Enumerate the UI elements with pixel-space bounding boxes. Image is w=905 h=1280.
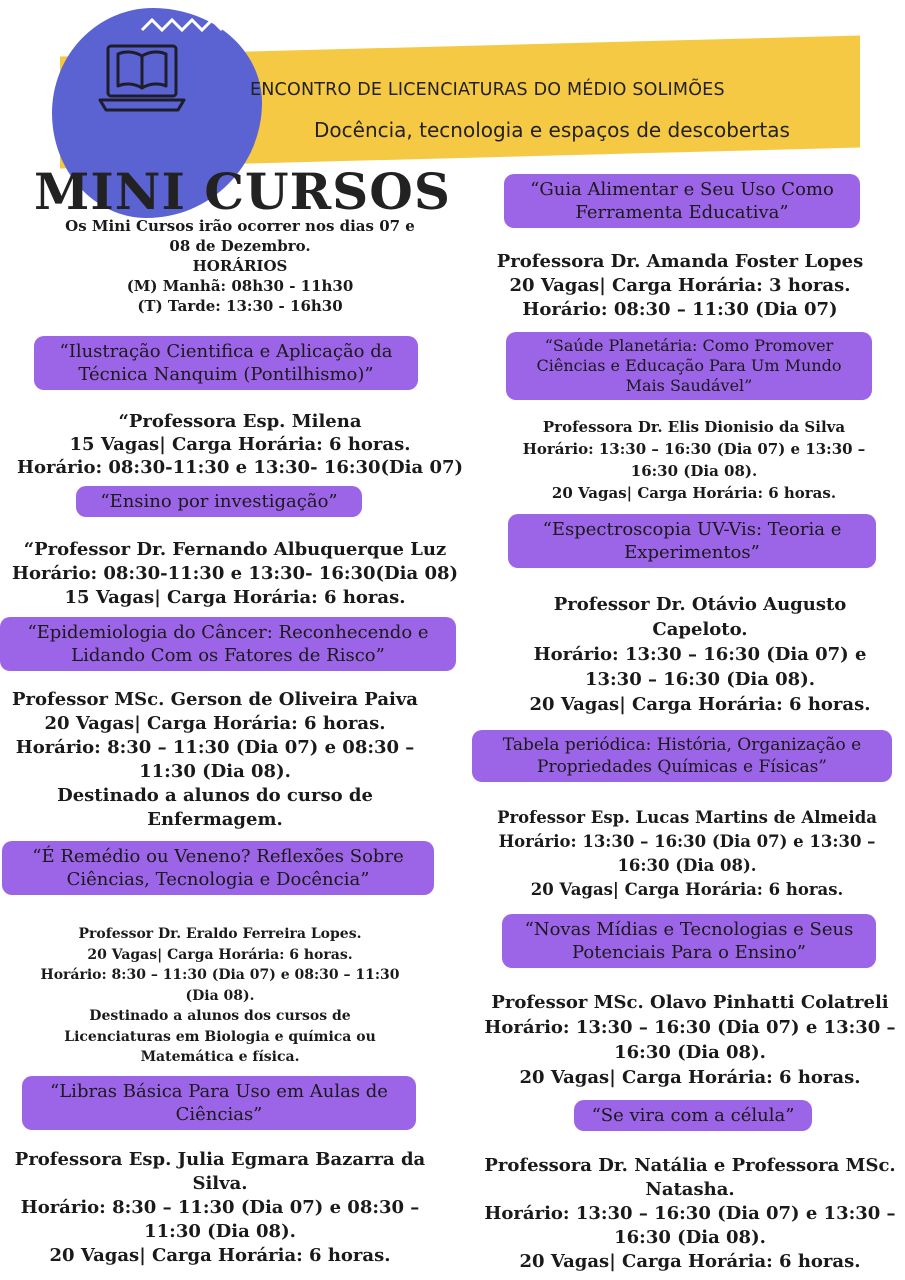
course-detail-line: Horário: 08:30-11:30 e 13:30- 16:30(Dia 08)	[11, 563, 459, 584]
course-title-line: “Se vira com a célula”	[591, 1105, 795, 1126]
course-title-line: Tabela periódica: História, Organização e	[502, 735, 862, 755]
intro-schedule-heading: HORÁRIOS	[192, 257, 288, 275]
course-detail-line: Horário: 8:30 – 11:30 (Dia 07) e 08:30 – 11:30	[40, 967, 400, 983]
course-details	[14, 924, 426, 1068]
course-title-line: “Espectroscopia UV-Vis: Teoria e	[542, 519, 842, 540]
course-title-line: Ciências, Tecnologia e Docência”	[66, 869, 370, 890]
course-details	[490, 416, 898, 504]
course-title-line: Técnica Nanquim (Pontilhismo)”	[78, 364, 374, 385]
course-detail-line: 13:30 – 16:30 (Dia 08).	[584, 669, 815, 690]
course-detail-line: Horário: 08:30 – 11:30 (Dia 07)	[522, 299, 838, 320]
course-detail-line: Professor Esp. Lucas Martins de Almeida	[497, 808, 877, 827]
course-detail-line: Capeloto.	[652, 619, 748, 640]
event-title: ENCONTRO DE LICENCIATURAS DO MÉDIO SOLIMÕES	[250, 80, 725, 100]
course-title-line: “Novas Mídias e Tecnologias e Seus	[524, 919, 854, 940]
course-details	[2, 1148, 438, 1268]
course-details	[480, 990, 900, 1090]
course-detail-line: “Professora Esp. Milena	[118, 411, 362, 432]
course-detail-line: Destinado a alunos do curso de	[57, 785, 373, 806]
course-details	[482, 806, 892, 902]
course-detail-line: 11:30 (Dia 08).	[144, 1221, 296, 1242]
course-title-line: Ciências e Educação Para Um Mundo	[536, 356, 842, 375]
course-detail-line: Horário: 08:30-11:30 e 13:30- 16:30(Dia 07)	[16, 457, 464, 478]
course-detail-line: 15 Vagas| Carga Horária: 6 horas.	[69, 434, 411, 455]
course-detail-line: Enfermagem.	[147, 809, 283, 830]
event-subtitle: Docência, tecnologia e espaços de descobertas	[314, 118, 790, 142]
course-details	[476, 1154, 904, 1274]
course-title-pill	[22, 1076, 416, 1130]
course-title-line: “Ensino por investigação”	[100, 491, 338, 512]
course-details	[2, 688, 428, 832]
course-detail-line: Horário: 13:30 – 16:30 (Dia 07) e 13:30 –	[498, 832, 876, 851]
course-detail-line: Matemática e física.	[140, 1049, 300, 1065]
course-title-line: “Ilustração Cientifica e Aplicação da	[59, 341, 393, 362]
zigzag-decoration-icon	[140, 14, 230, 34]
course-detail-line: “Professor Dr. Fernando Albuquerque Luz	[23, 539, 447, 560]
course-title-pill	[504, 174, 860, 228]
course-detail-line: Horário: 13:30 – 16:30 (Dia 07) e	[533, 644, 867, 665]
course-title-pill	[2, 841, 434, 895]
course-title-line: Propriedades Químicas e Físicas”	[537, 757, 827, 777]
course-detail-line: 20 Vagas| Carga Horária: 6 horas.	[551, 484, 837, 502]
laptop-book-icon	[96, 38, 188, 118]
course-detail-line: Destinado a alunos dos cursos de	[89, 1008, 351, 1024]
course-detail-line: Silva.	[192, 1173, 248, 1194]
course-detail-line: Professor MSc. Gerson de Oliveira Paiva	[12, 689, 418, 710]
course-detail-line: 16:30 (Dia 08).	[630, 462, 758, 480]
course-detail-line: 20 Vagas| Carga Horária: 6 horas.	[519, 1251, 861, 1272]
course-title-line: “Libras Básica Para Uso em Aulas de	[50, 1081, 388, 1102]
course-detail-line: (Dia 08).	[185, 987, 255, 1004]
course-title-line: “Guia Alimentar e Seu Uso Como	[530, 179, 834, 200]
course-detail-line: 20 Vagas| Carga Horária: 6 horas.	[530, 880, 844, 899]
course-title-pill	[0, 617, 456, 671]
course-details	[480, 250, 880, 322]
course-detail-line: 16:30 (Dia 08).	[614, 1042, 766, 1063]
course-detail-line: 11:30 (Dia 08).	[139, 761, 291, 782]
intro-line: 08 de Dezembro.	[169, 237, 311, 255]
course-details	[504, 592, 896, 717]
course-detail-line: Professor Dr. Otávio Augusto	[553, 594, 847, 615]
ring-decoration-icon	[62, 2, 94, 34]
course-title-line: Lidando Com os Fatores de Risco”	[71, 645, 385, 666]
course-title-pill	[574, 1100, 812, 1131]
course-title-line: “É Remédio ou Veneno? Reflexões Sobre	[32, 846, 404, 867]
course-detail-line: Professora Dr. Amanda Foster Lopes	[496, 251, 864, 272]
course-detail-line: Professor Dr. Eraldo Ferreira Lopes.	[78, 926, 362, 942]
course-title-pill	[472, 730, 892, 782]
page-title: MINI CURSOS	[34, 162, 451, 221]
course-title-pill	[508, 514, 876, 568]
course-detail-line: Natasha.	[645, 1179, 735, 1200]
course-title-pill	[76, 486, 362, 517]
course-detail-line: 20 Vagas| Carga Horária: 6 horas.	[49, 1245, 391, 1266]
course-title-line: Potenciais Para o Ensino”	[572, 942, 806, 963]
intro-line: Os Mini Cursos irão ocorrer nos dias 07 e	[65, 217, 415, 235]
course-title-line: Experimentos”	[624, 542, 760, 563]
course-detail-line: Professora Dr. Elis Dionisio da Silva	[542, 418, 846, 436]
intro-line: (M) Manhã: 08h30 - 11h30	[126, 277, 354, 295]
course-detail-line: 20 Vagas| Carga Horária: 6 horas.	[44, 713, 386, 734]
course-details	[2, 538, 468, 610]
course-title-line: “Saúde Planetária: Como Promover	[544, 336, 834, 355]
course-detail-line: 20 Vagas| Carga Horária: 3 horas.	[509, 275, 851, 296]
course-detail-line: Horário: 8:30 – 11:30 (Dia 07) e 08:30 –	[20, 1197, 420, 1218]
course-detail-line: 15 Vagas| Carga Horária: 6 horas.	[64, 587, 406, 608]
course-detail-line: 16:30 (Dia 08).	[614, 1227, 766, 1248]
intro-line: (T) Tarde: 13:30 - 16h30	[137, 297, 343, 315]
course-detail-line: Horário: 13:30 – 16:30 (Dia 07) e 13:30 –	[484, 1017, 896, 1038]
course-detail-line: Horário: 13:30 – 16:30 (Dia 07) e 13:30 –	[522, 440, 866, 458]
course-detail-line: Horário: 8:30 – 11:30 (Dia 07) e 08:30 –	[15, 737, 415, 758]
course-detail-line: Professora Dr. Natália e Professora MSc.	[484, 1155, 896, 1176]
course-title-line: Ferramenta Educativa”	[575, 202, 789, 223]
course-title-line: Mais Saudável”	[625, 376, 753, 395]
course-detail-line: Professora Esp. Julia Egmara Bazarra da	[14, 1149, 426, 1170]
course-title-line: “Epidemiologia do Câncer: Reconhecendo e	[27, 622, 429, 643]
course-detail-line: 16:30 (Dia 08).	[617, 856, 757, 875]
course-detail-line: Professor MSc. Olavo Pinhatti Colatreli	[491, 992, 889, 1013]
course-detail-line: 20 Vagas| Carga Horária: 6 horas.	[529, 694, 871, 715]
intro-text	[20, 216, 460, 316]
course-detail-line: Horário: 13:30 – 16:30 (Dia 07) e 13:30 –	[484, 1203, 896, 1224]
course-detail-line: Licenciaturas em Biologia e química ou	[64, 1028, 376, 1045]
course-detail-line: 20 Vagas| Carga Horária: 6 horas.	[87, 946, 353, 963]
course-details	[4, 410, 476, 479]
course-title-pill	[34, 336, 418, 390]
course-detail-line: 20 Vagas| Carga Horária: 6 horas.	[519, 1067, 861, 1088]
course-title-line: Ciências”	[175, 1104, 263, 1125]
course-title-pill	[502, 914, 876, 968]
course-title-pill	[506, 332, 872, 400]
